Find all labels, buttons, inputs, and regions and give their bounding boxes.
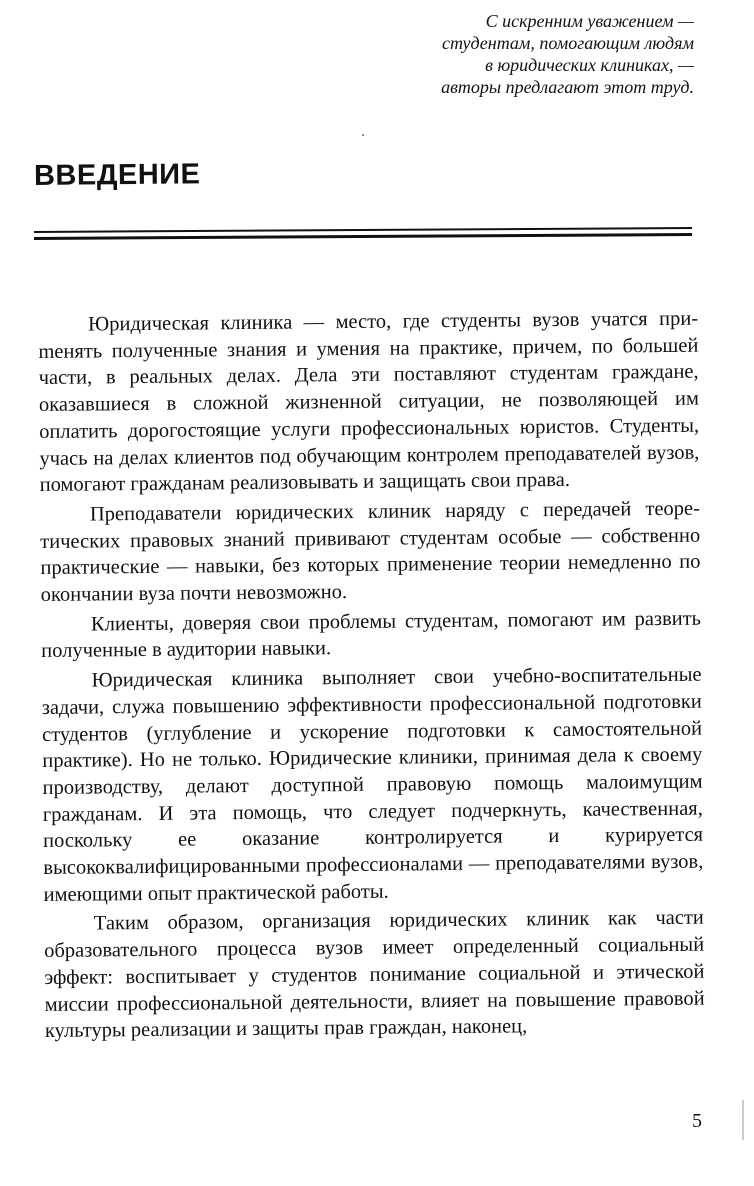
paragraph-5: Таким образом, организация юридических клиник как части образовательного процесса вузов имеет определенный социальный эффект: воспитывает у студентов понимание социальной и этической миссии профессиональной деятельности, влияет на повышение правовой культуры реализации и защиты прав граждан, наконец, — [44, 907, 705, 1043]
chapter-title: ВВЕДЕНИЕ — [33, 158, 201, 192]
paragraph-3: Клиенты, доверяя свои проблемы студентам, помогают им развить полученные в аудитории навыки. — [41, 607, 702, 663]
page-number: 5 — [692, 1110, 702, 1132]
paragraph-4: Юридическая клиника выполняет свои учебно-воспитательные задачи, служа повышению эффективности профессиональной подготовки студентов (углубление и ускорение подготовки к самостоятельной практике). Но не только. Юридические клиники, принимая дела к своему производству, делают доступной правовую помощь малоимущим гражданам. И эта помощь, что следует подчеркнуть, качественная, поскольку ее оказание контролируется и курируется высококвалифицированными профессионалами — преподавателями вузов, имеющими опыт практической работы. — [41, 663, 704, 906]
body-text — [38, 306, 705, 1045]
paragraph-1: Юридическая клиника — место, где студенты вузов учатся приmенять полученные знания и умения на практике, причем, по большей части, в реальных делах. Дела эти поставляют студентам граждане, оказавшиеся в сложной жизненной ситуации, не позволяющей им оплатить дорогостоящие услуги профессиональных юристов. Студенты, учась на делах клиентов под обучающим контролем преподавателей вузов, помогают гражданам реализовывать и защищать свои права. — [38, 307, 700, 497]
epigraph-line-2: студентам, помогающим людям — [441, 33, 694, 53]
epigraph — [334, 10, 694, 98]
epigraph-line-4: авторы предлагают этот труд. — [441, 77, 694, 97]
scan-edge-mark — [742, 1100, 744, 1140]
scan-speck — [362, 134, 364, 136]
title-rule-thin — [34, 227, 692, 233]
epigraph-line-1: С искренним уважением — — [485, 11, 694, 31]
epigraph-line-3: в юридических клиниках, — — [485, 55, 694, 75]
paragraph-2: Преподаватели юридических клиник наряду с передачей теоретических правовых знаний прививают студентам особые — собственно практические — навыки, без которых применение теории немедленно по окончании вуза почти невозможно. — [40, 497, 701, 607]
title-rule-thick — [34, 233, 692, 240]
